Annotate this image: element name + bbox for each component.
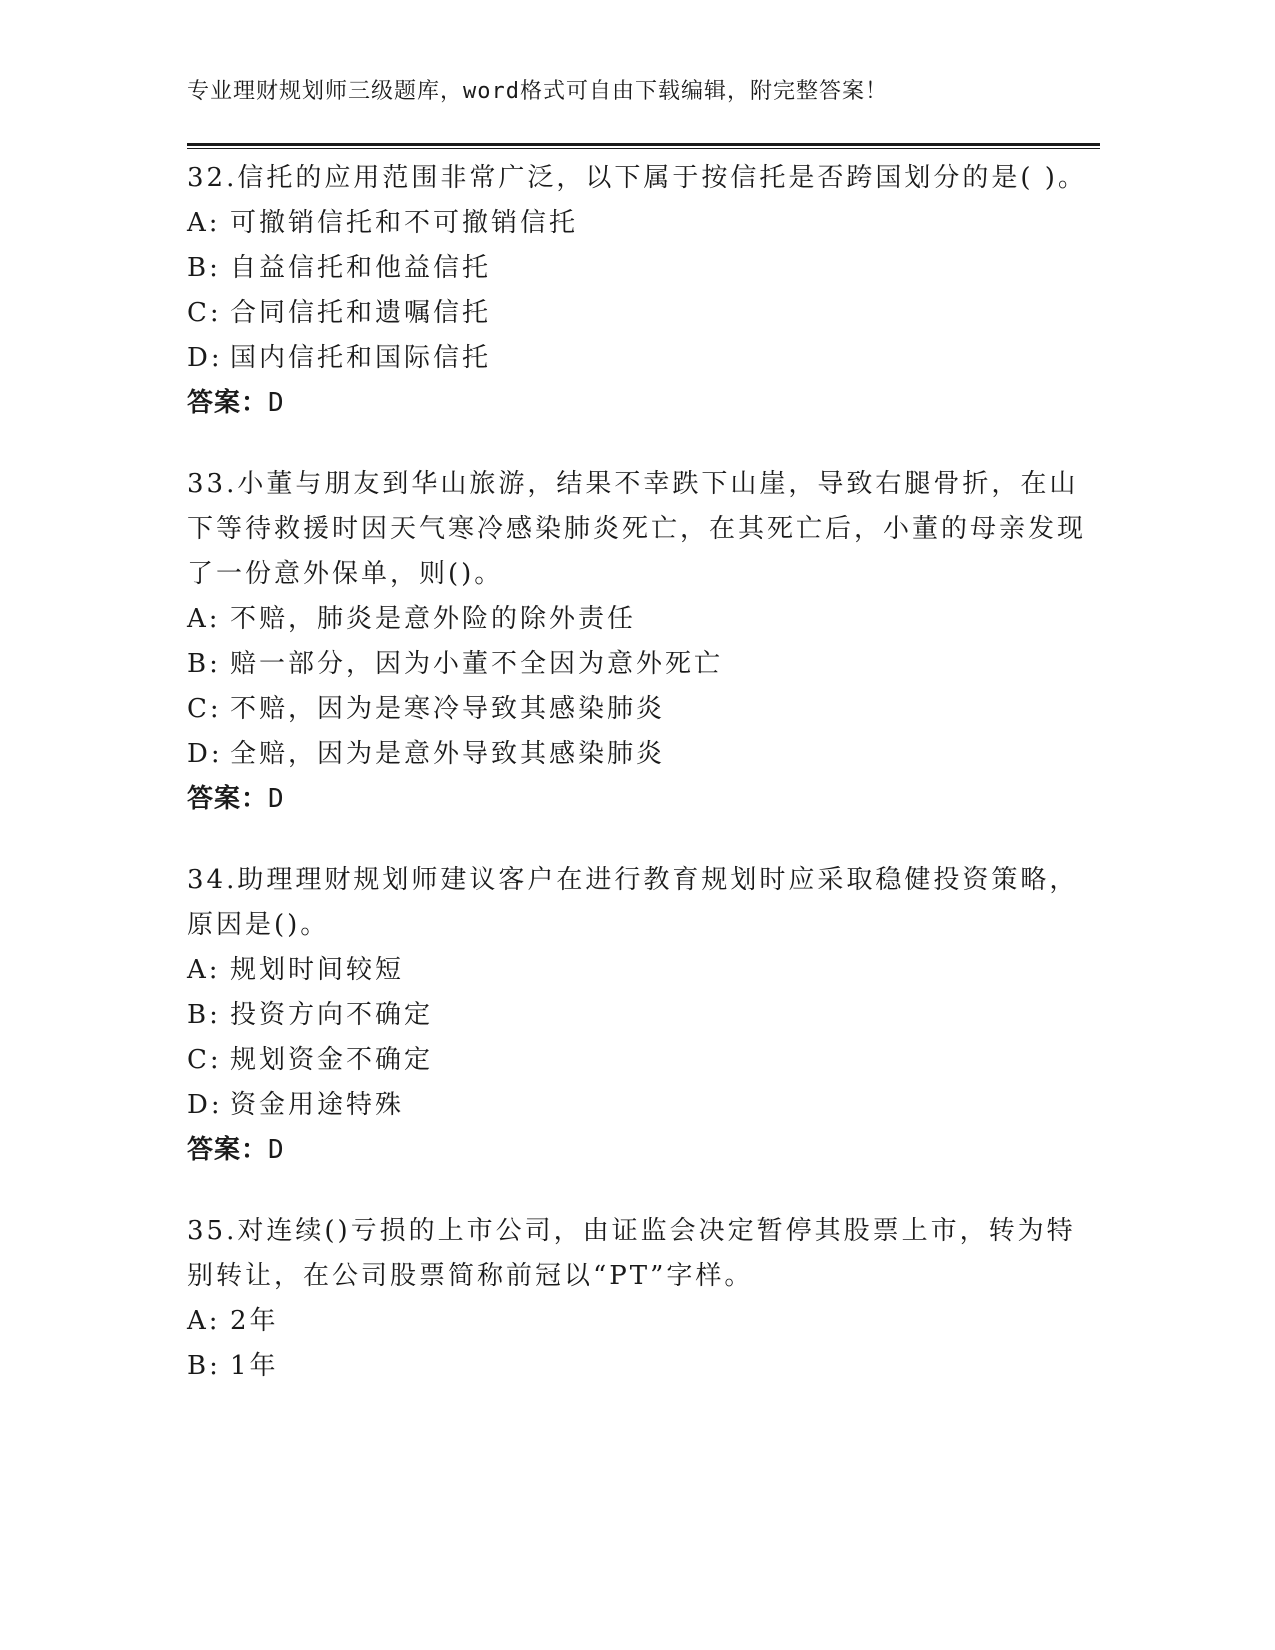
option-letter: C:	[187, 298, 222, 328]
option-item	[187, 948, 1087, 993]
option-letter: C:	[187, 694, 222, 724]
option-text: 自益信托和他益信托	[230, 253, 492, 283]
option-text: 规划时间较短	[230, 955, 405, 985]
option-letter: B:	[187, 1351, 221, 1381]
option-item	[187, 642, 1087, 687]
answer-label: 答案：	[187, 388, 269, 418]
option-item	[187, 291, 1087, 336]
page-header: 专业理财规划师三级题库，word格式可自由下载编辑，附完整答案！	[187, 79, 888, 104]
question-stem: 34.助理理财规划师建议客户在进行教育规划时应采取稳健投资策略，原因是()。	[187, 865, 1079, 940]
option-letter: A:	[187, 208, 221, 238]
question-block	[187, 156, 1087, 426]
option-text: 可撤销信托和不可撤销信托	[230, 208, 579, 238]
option-letter: B:	[187, 1000, 221, 1030]
option-text: 国内信托和国际信托	[230, 343, 492, 373]
option-item	[187, 1083, 1087, 1128]
option-text: 2年	[230, 1306, 279, 1336]
option-item	[187, 336, 1087, 381]
option-text: 不赔，肺炎是意外险的除外责任	[230, 604, 637, 634]
question-block	[187, 462, 1087, 822]
answer-value: D	[268, 1135, 285, 1165]
option-item	[187, 1299, 1087, 1344]
option-item	[187, 1344, 1087, 1389]
option-item	[187, 732, 1087, 777]
option-text: 不赔，因为是寒冷导致其感染肺炎	[230, 694, 666, 724]
answer-line	[187, 381, 1087, 426]
answer-value: D	[268, 388, 285, 418]
option-text: 1年	[230, 1351, 279, 1381]
answer-label: 答案：	[187, 784, 269, 814]
option-text: 投资方向不确定	[230, 1000, 434, 1030]
option-letter: D:	[187, 739, 223, 769]
option-item	[187, 597, 1087, 642]
option-letter: D:	[187, 1090, 223, 1120]
question-stem: 32.信托的应用范围非常广泛，以下属于按信托是否跨国划分的是( )。	[187, 163, 1087, 193]
answer-line	[187, 1128, 1087, 1173]
option-text: 资金用途特殊	[230, 1090, 405, 1120]
question-stem: 35.对连续()亏损的上市公司，由证监会决定暂停其股票上市，转为特别转让，在公司股票简称前冠以“PT”字样。	[187, 1216, 1076, 1291]
header-divider	[187, 143, 1100, 149]
option-letter: A:	[187, 1306, 221, 1336]
option-text: 全赔，因为是意外导致其感染肺炎	[230, 739, 666, 769]
option-item	[187, 246, 1087, 291]
option-text: 规划资金不确定	[230, 1045, 434, 1075]
answer-label: 答案：	[187, 1135, 269, 1165]
question-block	[187, 1209, 1087, 1389]
option-letter: D:	[187, 343, 223, 373]
option-letter: B:	[187, 649, 221, 679]
option-item	[187, 687, 1087, 732]
option-item	[187, 1038, 1087, 1083]
option-item	[187, 201, 1087, 246]
question-list	[187, 156, 1087, 1425]
option-text: 合同信托和遗嘱信托	[230, 298, 492, 328]
option-letter: A:	[187, 604, 221, 634]
option-letter: C:	[187, 1045, 222, 1075]
option-letter: B:	[187, 253, 221, 283]
answer-value: D	[268, 784, 285, 814]
answer-line	[187, 777, 1087, 822]
option-text: 赔一部分，因为小董不全因为意外死亡	[230, 649, 724, 679]
question-stem: 33.小董与朋友到华山旅游，结果不幸跌下山崖，导致右腿骨折，在山下等待救援时因天气寒冷感染肺炎死亡，在其死亡后，小董的母亲发现了一份意外保单，则()。	[187, 469, 1087, 589]
option-item	[187, 993, 1087, 1038]
question-block	[187, 858, 1087, 1173]
option-letter: A:	[187, 955, 221, 985]
